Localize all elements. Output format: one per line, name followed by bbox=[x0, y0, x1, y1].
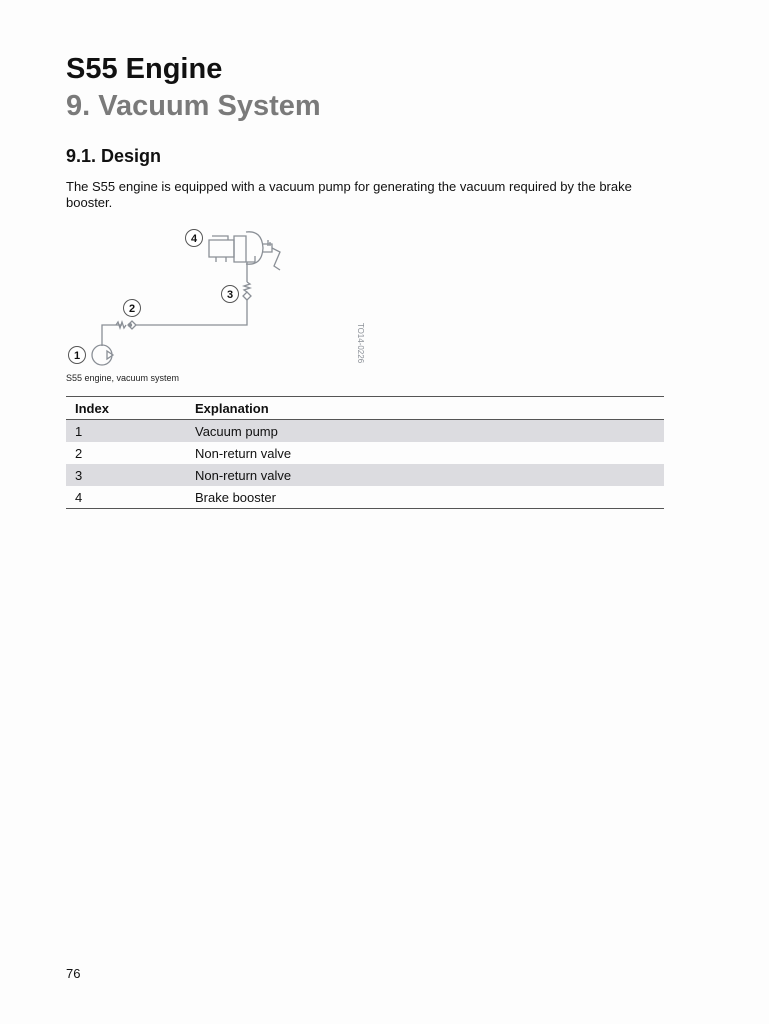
vacuum-pump-icon bbox=[92, 345, 112, 365]
vacuum-line-main bbox=[136, 300, 247, 325]
svg-text:3: 3 bbox=[226, 289, 234, 301]
spring-3 bbox=[244, 282, 250, 292]
vacuum-line-pump bbox=[102, 325, 122, 346]
cell-explanation: Vacuum pump bbox=[195, 420, 664, 443]
page-title: S55 Engine bbox=[66, 53, 223, 85]
callout-3 bbox=[222, 286, 239, 303]
index-table bbox=[66, 396, 664, 509]
cell-index: 3 bbox=[66, 464, 195, 486]
svg-text:1: 1 bbox=[73, 350, 81, 362]
callout-4 bbox=[186, 230, 203, 247]
cell-explanation: Non-return valve bbox=[195, 464, 664, 486]
section-title: 9.1. Design bbox=[66, 146, 162, 166]
column-header-explanation: Explanation bbox=[195, 397, 664, 420]
cell-index: 2 bbox=[75, 445, 83, 461]
table-row bbox=[66, 464, 664, 486]
table-row bbox=[66, 420, 664, 443]
intro-paragraph: The S55 engine is equipped with a vacuum pump for generating the vacuum required by the brake booster. bbox=[66, 179, 632, 210]
page-number: 76 bbox=[66, 966, 81, 981]
svg-text:4: 4 bbox=[190, 233, 198, 245]
cell-index: 4 bbox=[75, 489, 83, 505]
chapter-title: 9. Vacuum System bbox=[66, 90, 321, 122]
table-header-row bbox=[66, 397, 664, 420]
cell-index: 1 bbox=[66, 420, 195, 443]
cell-explanation: Brake booster bbox=[195, 489, 276, 505]
figure-code: TO14-0226 bbox=[356, 322, 365, 364]
vacuum-system-diagram bbox=[66, 222, 376, 370]
figure-caption: S55 engine, vacuum system bbox=[66, 373, 180, 383]
callout-2 bbox=[124, 300, 141, 317]
callout-1 bbox=[69, 347, 86, 364]
svg-text:2: 2 bbox=[128, 303, 136, 315]
vacuum-line-booster bbox=[247, 256, 255, 282]
table-row bbox=[66, 486, 664, 509]
brake-booster-icon bbox=[209, 232, 280, 270]
cell-explanation: Non-return valve bbox=[195, 445, 292, 461]
non-return-valve-3-icon bbox=[243, 292, 251, 300]
column-header-index: Index bbox=[66, 397, 195, 420]
table-row bbox=[66, 442, 664, 464]
